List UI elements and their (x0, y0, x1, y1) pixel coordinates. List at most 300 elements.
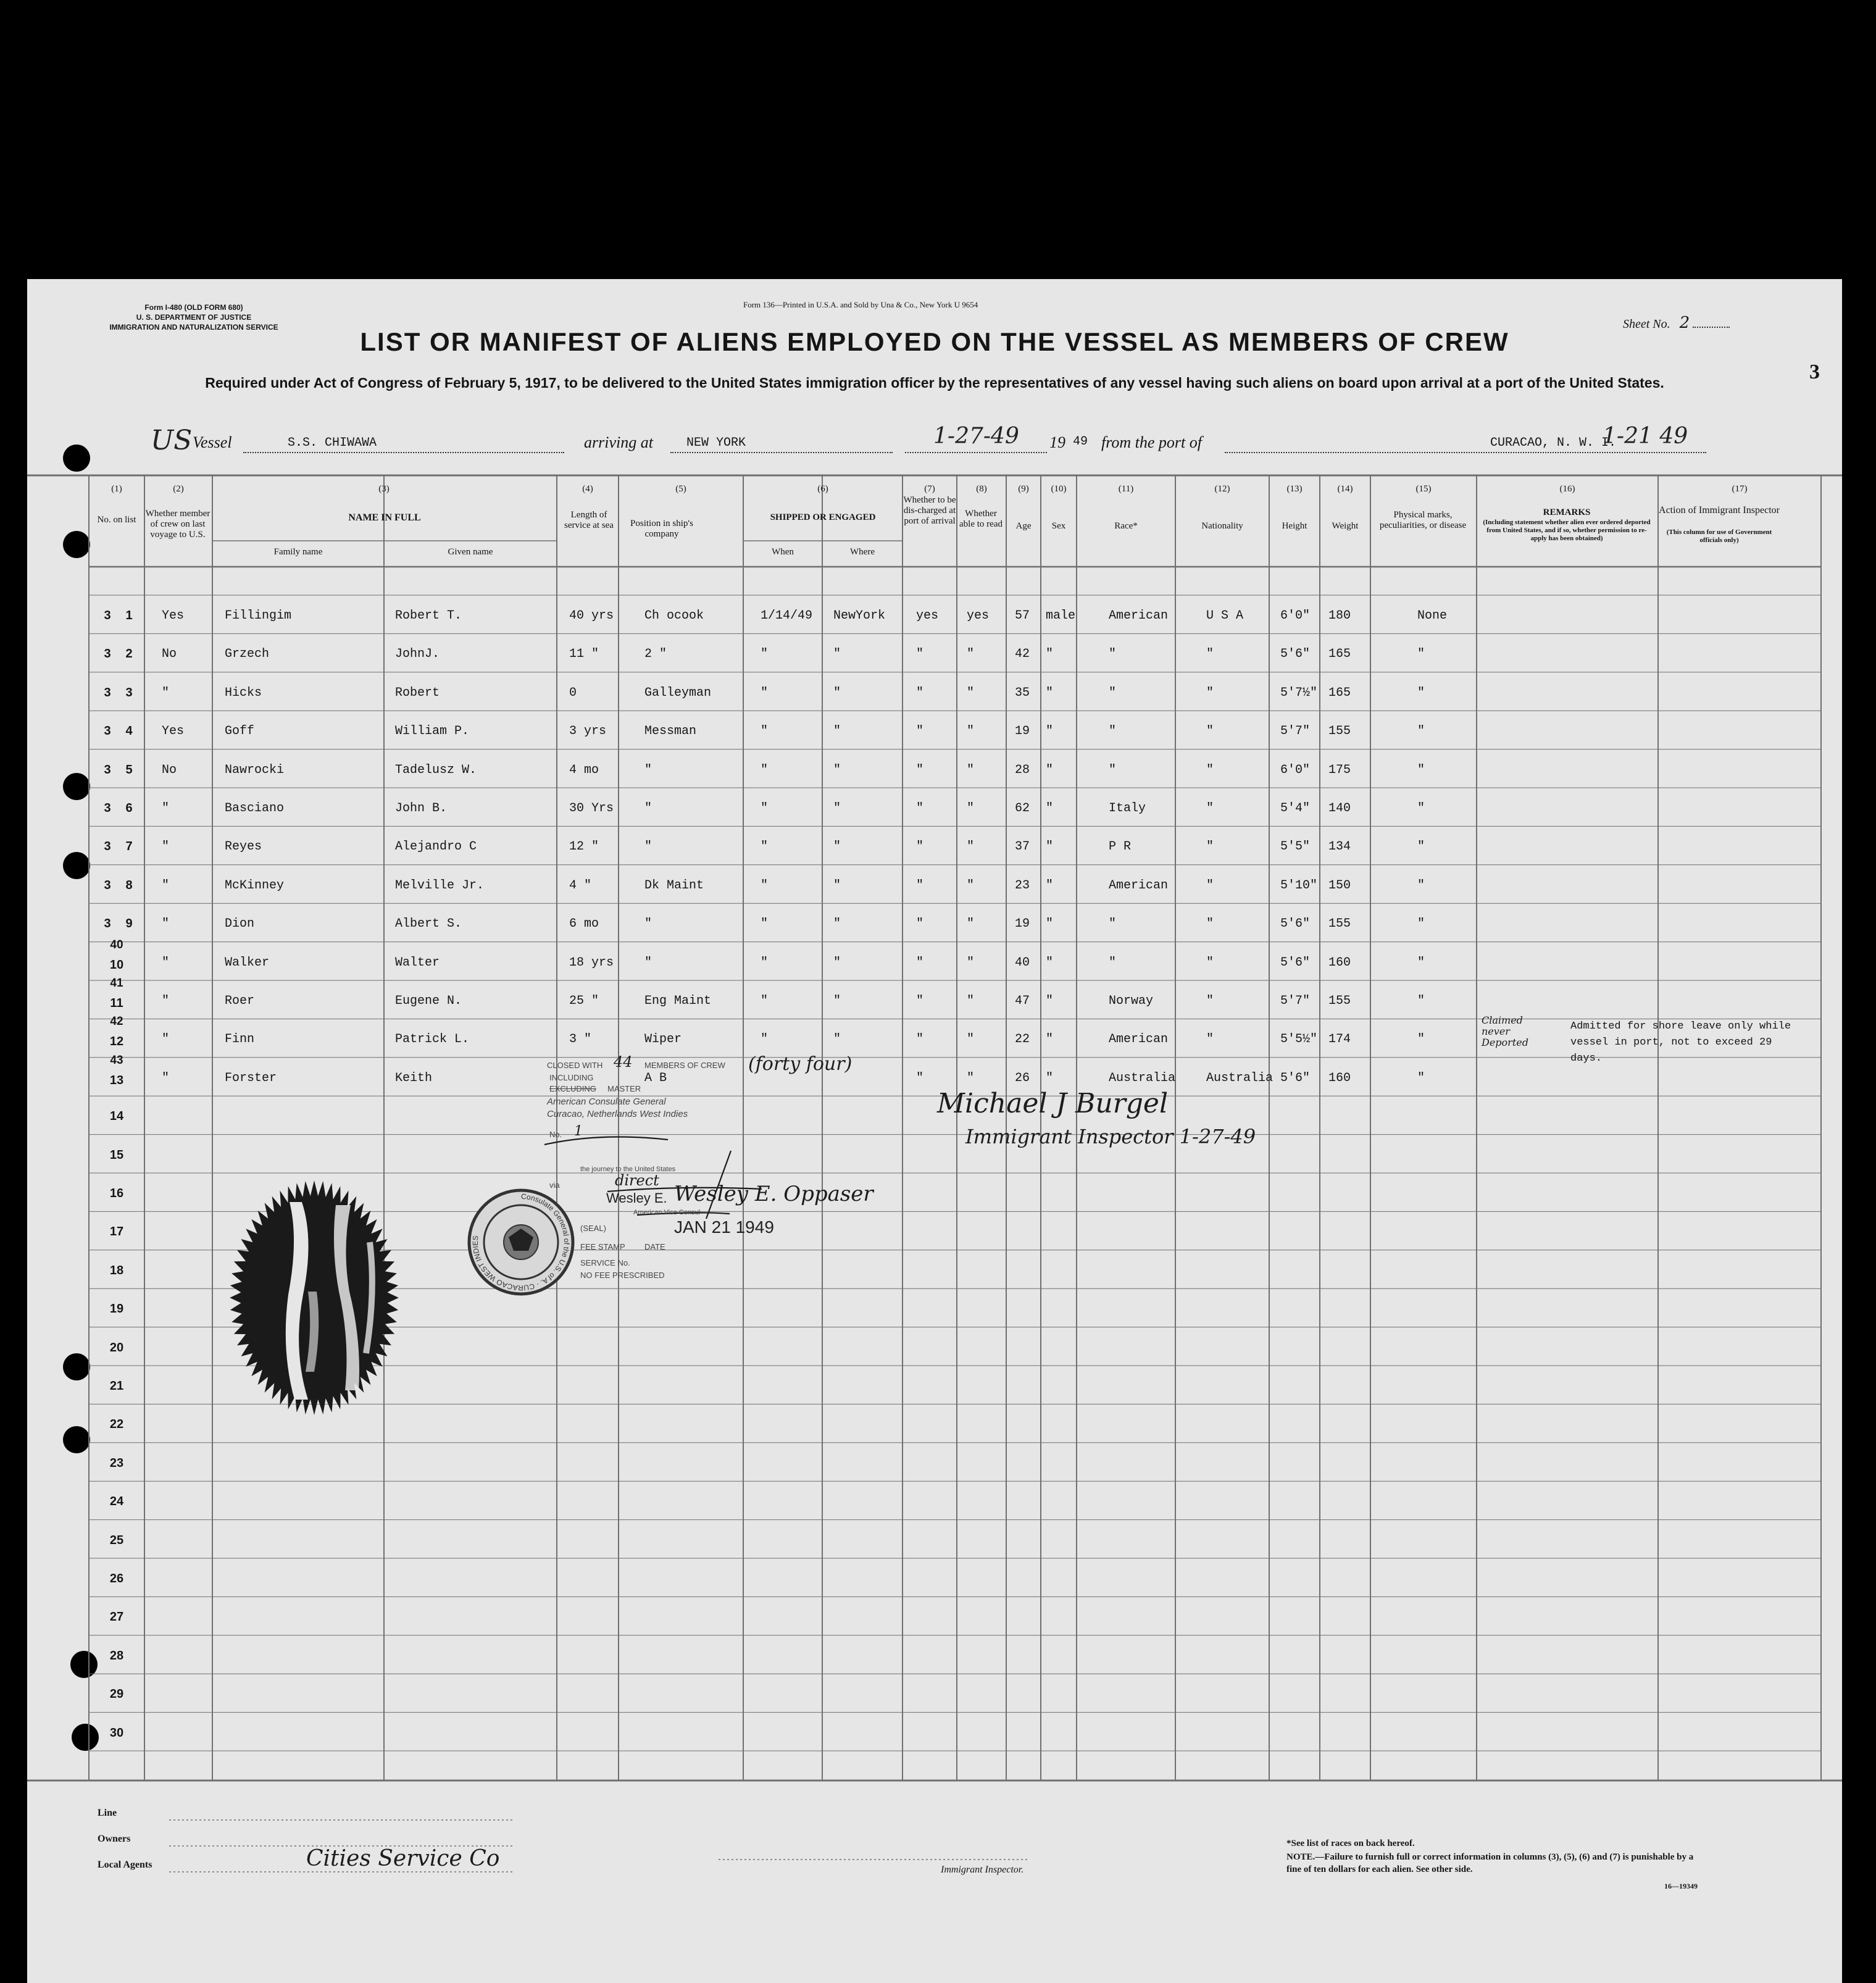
cell-when: " (761, 955, 769, 970)
cell-member: No (162, 762, 177, 777)
row-number-empty: 18 (109, 1263, 124, 1277)
column-number: (8) (976, 484, 987, 494)
cell-sex: " (1046, 724, 1054, 739)
departure-date-hand: 1-21 49 (1603, 424, 1688, 449)
cell-weight: 140 (1328, 801, 1351, 816)
sheet-number-value: 2 (1679, 314, 1690, 332)
stamp-hand-count: (forty four) (748, 1053, 853, 1075)
column-number: (6) (817, 484, 828, 494)
cell-given-name: William P. (395, 724, 470, 739)
row-number-printed: 7 (125, 840, 133, 854)
departure-port: CURACAO, N. W. I. (1490, 436, 1617, 450)
row-number-printed: 4 (125, 724, 133, 738)
cell-age: 35 (1015, 685, 1030, 700)
cell-race: " (1109, 762, 1117, 777)
stamp-closed-with: CLOSED WITH (547, 1061, 603, 1070)
cell-nationality: " (1206, 955, 1214, 970)
cell-race: " (1109, 685, 1117, 700)
cell-where: " (833, 724, 841, 739)
col-sex: Sex (1051, 521, 1066, 531)
cell-race: American (1109, 878, 1169, 893)
department: U. S. DEPARTMENT OF JUSTICE (136, 313, 252, 322)
cell-height: 5'10" (1280, 878, 1318, 893)
col-given-name: Given name (448, 547, 493, 557)
cell-age: 57 (1015, 609, 1030, 623)
row-number: 40 (110, 938, 123, 951)
cell-position: " (644, 762, 652, 777)
cell-race: P R (1109, 840, 1132, 854)
col-position: Position in ship's company (630, 519, 693, 539)
cell-height: 5'7" (1280, 994, 1311, 1008)
cell-able-read: " (967, 878, 975, 893)
cell-nationality: U S A (1206, 609, 1244, 623)
col-able-read: Whether able to read (959, 509, 1003, 529)
cell-able-read: " (967, 955, 975, 970)
cell-age: 42 (1015, 647, 1030, 662)
column-number: (5) (675, 484, 686, 494)
cell-given-name: Albert S. (395, 917, 462, 932)
cell-discharged: " (916, 762, 924, 777)
column-number: (12) (1214, 484, 1230, 494)
year-suffix: 49 (1073, 435, 1088, 449)
cell-member: Yes (162, 724, 185, 739)
col-name-in-full: NAME IN FULL (348, 512, 421, 523)
cell-family-name: Reyes (225, 840, 262, 854)
cell-family-name: McKinney (225, 878, 285, 893)
cell-weight: 155 (1328, 917, 1351, 932)
cell-physical-marks: " (1417, 801, 1425, 816)
arrival-date-hand: 1-27-49 (933, 424, 1019, 449)
column-number: (16) (1559, 484, 1575, 494)
row-number: 42 (110, 1015, 123, 1029)
cell-sex: " (1046, 840, 1054, 854)
col-no-on-list: No. on list (97, 515, 136, 525)
column-number: (2) (173, 484, 184, 494)
cell-member: Yes (162, 609, 185, 623)
inspector-title-date: Immigrant Inspector 1-27-49 (965, 1125, 1256, 1148)
footer-inspector-label: Immigrant Inspector. (941, 1864, 1024, 1875)
cell-race: Italy (1109, 801, 1146, 816)
stamp-no-label: No. (549, 1130, 562, 1139)
row-number-printed: 12 (109, 1035, 124, 1049)
row-number-empty: 30 (109, 1726, 124, 1740)
row-number-empty: 16 (109, 1187, 124, 1200)
stamp-members: MEMBERS OF CREW (644, 1061, 725, 1070)
row-number-empty: 17 (109, 1225, 124, 1239)
cell-race: " (1109, 647, 1117, 662)
cell-able-read: " (967, 647, 975, 662)
row-number-empty: 23 (109, 1456, 124, 1470)
cell-age: 47 (1015, 994, 1030, 1008)
stamp-consul-title: American Vice Consul (633, 1209, 701, 1216)
footer-form-code: 16—19349 (1664, 1882, 1698, 1890)
row-number: 43 (110, 1053, 123, 1067)
col-height: Height (1282, 521, 1307, 531)
cell-able-read: " (967, 994, 975, 1008)
stamp-count: 44 (614, 1053, 633, 1071)
cell-height: 5'6" (1280, 1071, 1311, 1085)
cell-given-name: Patrick L. (395, 1032, 470, 1047)
cell-height: 5'6" (1280, 647, 1311, 662)
column-number: (15) (1415, 484, 1432, 494)
cell-able-read: " (967, 1032, 975, 1047)
cell-height: 5'7" (1280, 724, 1311, 739)
col-remarks: REMARKS (1543, 507, 1591, 517)
row-number-empty: 25 (109, 1533, 124, 1547)
cell-when: " (761, 685, 769, 700)
cell-nationality: " (1206, 994, 1214, 1008)
notarial-seal (230, 1180, 399, 1415)
row-number: 3 (104, 801, 111, 815)
cell-weight: 165 (1328, 647, 1351, 662)
footer-agents-label: Local Agents (98, 1860, 152, 1870)
cell-member: " (162, 994, 170, 1008)
cell-weight: 155 (1328, 724, 1351, 739)
col-nationality: Nationality (1201, 521, 1243, 531)
cell-physical-marks: " (1417, 840, 1425, 854)
cell-family-name: Hicks (225, 685, 262, 700)
cell-service-length: 11 " (569, 647, 599, 662)
cell-height: 5'7½" (1280, 685, 1318, 700)
col-length-service: Length of service at sea (564, 510, 614, 530)
cell-discharged: " (916, 685, 924, 700)
cell-height: 6'0" (1280, 609, 1311, 623)
cell-sex: " (1046, 1071, 1054, 1085)
cell-discharged: " (916, 878, 924, 893)
cell-race: " (1109, 917, 1117, 932)
cell-nationality: " (1206, 724, 1214, 739)
cell-member: " (162, 955, 170, 970)
cell-nationality: " (1206, 878, 1214, 893)
vessel-line (151, 424, 1756, 458)
row-number: 41 (110, 977, 123, 990)
row-number: 3 (104, 878, 111, 892)
stamp-consul-name: Wesley E. (606, 1190, 667, 1206)
cell-given-name: Alejandro C (395, 840, 477, 854)
printer-note: Form 136—Printed in U.S.A. and Sold by Una & Co., New York U 9654 (743, 300, 978, 309)
cell-age: 40 (1015, 955, 1030, 970)
column-number: (7) (924, 484, 935, 494)
cell-nationality: " (1206, 917, 1214, 932)
cell-physical-marks: " (1417, 724, 1425, 739)
cell-physical-marks: " (1417, 647, 1425, 662)
manifest-sheet (27, 279, 1842, 1983)
cell-sex: " (1046, 917, 1054, 932)
corner-page-number: 3 (1809, 361, 1820, 383)
cell-nationality: " (1206, 840, 1214, 854)
stamp-journey: the journey to the United States (580, 1166, 676, 1173)
cell-position: " (644, 917, 652, 932)
cell-physical-marks: " (1417, 878, 1425, 893)
row-number-empty: 14 (109, 1109, 124, 1124)
column-number: (10) (1051, 484, 1067, 494)
stamp-fee-stamp: FEE STAMP (580, 1242, 625, 1251)
cell-given-name: Tadelusz W. (395, 762, 477, 777)
cell-weight: 134 (1328, 840, 1351, 854)
footer-note-text: —Failure to furnish full or correct information in columns (3), (5), (6) and (7) is punishable by a fine of ten dollars for each alien. See other side. (1286, 1852, 1694, 1874)
cell-age: 23 (1015, 878, 1030, 893)
cell-position: " (644, 955, 652, 970)
page-subtitle: Required under Act of Congress of February 5, 1917, to be delivered to the United States immigration officer by the representatives of any vessel having such aliens on board upon arrival at a port of the United States. (205, 375, 1664, 391)
cell-able-read: " (967, 1071, 975, 1085)
arriving-label: arriving at (584, 433, 653, 451)
cell-race: American (1109, 609, 1169, 623)
row-number-printed: 2 (125, 647, 133, 661)
cell-service-length: 4 " (569, 878, 592, 893)
cell-weight: 160 (1328, 1071, 1351, 1085)
footer-races-note: *See list of races on back hereof. (1286, 1839, 1415, 1848)
cell-discharged: " (916, 955, 924, 970)
stamp-consulate: American Consulate General (547, 1096, 666, 1107)
row-number-printed: 3 (125, 685, 133, 699)
cell-able-read: yes (967, 609, 990, 623)
col-action: Action of Immigrant Inspector (1659, 505, 1780, 516)
cell-discharged: " (916, 917, 924, 932)
footer-note-label: NOTE. (1286, 1852, 1315, 1862)
cell-physical-marks: None (1417, 609, 1448, 623)
stamp-seal: (SEAL) (580, 1224, 606, 1233)
cell-able-read: " (967, 917, 975, 932)
form-number: Form I-480 (OLD FORM 680) (144, 303, 243, 312)
footer-note (1286, 1851, 1706, 1876)
cell-sex: male (1046, 609, 1076, 623)
cell-service-length: 3 " (569, 1032, 592, 1047)
cell-able-read: " (967, 840, 975, 854)
stamp-via-label: via (549, 1180, 560, 1190)
cell-age: 19 (1015, 724, 1030, 739)
row-number-empty: 28 (109, 1648, 124, 1663)
column-number: (11) (1118, 484, 1134, 494)
cell-nationality: " (1206, 762, 1214, 777)
column-number: (17) (1732, 484, 1748, 494)
row-number: 3 (104, 762, 111, 777)
cell-family-name: Walker (225, 955, 270, 970)
col-age: Age (1015, 521, 1032, 531)
page-title: LIST OR MANIFEST OF ALIENS EMPLOYED ON THE VESSEL AS MEMBERS OF CREW (360, 327, 1509, 356)
cell-age: 26 (1015, 1071, 1030, 1085)
cell-when: 1/14/49 (761, 609, 813, 623)
cell-where: NewYork (833, 609, 886, 623)
cell-race: Australia (1109, 1071, 1176, 1085)
cell-able-read: " (967, 724, 975, 739)
cell-sex: " (1046, 994, 1054, 1008)
vessel-label: Vessel (193, 433, 232, 451)
cell-family-name: Forster (225, 1071, 277, 1085)
cell-race: Norway (1109, 994, 1154, 1008)
cell-sex: " (1046, 878, 1054, 893)
cell-family-name: Grzech (225, 647, 270, 662)
cell-family-name: Dion (225, 917, 255, 932)
cell-service-length: 12 " (569, 840, 599, 854)
row-number-empty: 24 (109, 1495, 124, 1509)
cell-race: " (1109, 955, 1117, 970)
cell-weight: 180 (1328, 609, 1351, 623)
footer-agents-value: Cities Service Co (306, 1846, 500, 1871)
cell-family-name: Nawrocki (225, 762, 285, 777)
stamp-no-fee: NO FEE PRESCRIBED (580, 1271, 665, 1280)
cell-sex: " (1046, 801, 1054, 816)
cell-height: 6'0" (1280, 762, 1311, 777)
cell-sex: " (1046, 647, 1054, 662)
cell-position: Ch ocook (644, 609, 704, 623)
cell-weight: 175 (1328, 762, 1351, 777)
remarks-typed: Admitted for shore leave only while vessel in port, not to exceed 29 days. (1570, 1021, 1791, 1064)
row-number-empty: 15 (109, 1148, 124, 1162)
col-remarks-detail: (Including statement whether alien ever ordered deported from United States, and if so, whether permission to re-apply has been obtained) (1483, 519, 1651, 542)
cell-age: 28 (1015, 762, 1030, 777)
cell-when: " (761, 801, 769, 816)
cell-service-length: 3 yrs (569, 724, 607, 739)
cell-physical-marks: " (1417, 762, 1425, 777)
row-number-printed: 1 (125, 609, 133, 622)
cell-where: " (833, 878, 841, 893)
cell-given-name: Robert (395, 685, 440, 700)
cell-able-read: " (967, 801, 975, 816)
cell-position: Dk Maint (644, 878, 704, 893)
cell-when: " (761, 762, 769, 777)
cell-weight: 165 (1328, 685, 1351, 700)
stamp-location: Curacao, Netherlands West Indies (547, 1109, 688, 1119)
row-number: 3 (104, 609, 111, 622)
row-number-empty: 29 (109, 1687, 124, 1701)
cell-member: " (162, 1032, 170, 1047)
row-number: 3 (104, 685, 111, 699)
cell-position: Messman (644, 724, 697, 739)
cell-service-length: 30 Yrs (569, 801, 614, 816)
column-number: (4) (582, 484, 593, 494)
cell-given-name: Robert T. (395, 609, 462, 623)
cell-family-name: Roer (225, 994, 255, 1008)
col-discharged: Whether to be dis-charged at port of arrival (903, 495, 956, 526)
col-weight: Weight (1332, 521, 1359, 531)
row-number-printed: 8 (125, 878, 133, 892)
cell-where: " (833, 840, 841, 854)
cell-where: " (833, 1032, 841, 1047)
cell-physical-marks: " (1417, 917, 1425, 932)
cell-member: " (162, 840, 170, 854)
col-race: Race* (1114, 521, 1138, 531)
stamp-via-value: direct (615, 1172, 659, 1189)
cell-member: No (162, 647, 177, 662)
row-number-printed: 9 (125, 917, 133, 931)
cell-when: " (761, 724, 769, 739)
cell-when: " (761, 878, 769, 893)
cell-height: 5'5½" (1280, 1032, 1318, 1047)
cell-where: " (833, 685, 841, 700)
stamp-no-value: 1 (574, 1124, 583, 1139)
column-number: (9) (1018, 484, 1029, 494)
cell-when: " (761, 917, 769, 932)
col-physical-marks: Physical marks, peculiarities, or disease (1379, 510, 1467, 530)
column-number: (3) (378, 484, 390, 494)
cell-sex: " (1046, 685, 1054, 700)
cell-discharged: " (916, 1071, 924, 1085)
row-number-printed: 6 (125, 801, 133, 815)
cell-where: " (833, 762, 841, 777)
cell-physical-marks: " (1417, 955, 1425, 970)
cell-where: " (833, 994, 841, 1008)
cell-physical-marks: " (1417, 1032, 1425, 1047)
cell-age: 22 (1015, 1032, 1030, 1047)
stamp-including: INCLUDING (549, 1073, 594, 1082)
cell-physical-marks: " (1417, 994, 1425, 1008)
column-number: (1) (111, 484, 122, 494)
cell-discharged: " (916, 994, 924, 1008)
column-number: (14) (1337, 484, 1353, 494)
cell-sex: " (1046, 1032, 1054, 1047)
cell-when: " (761, 994, 769, 1008)
cell-discharged: " (916, 647, 924, 662)
cell-where: " (833, 955, 841, 970)
cell-position: Wiper (644, 1032, 682, 1047)
cell-position: Eng Maint (644, 994, 712, 1008)
row-number-printed: 11 (110, 996, 123, 1010)
cell-position: Galleyman (644, 685, 712, 700)
arrival-port: NEW YORK (686, 436, 746, 450)
cell-physical-marks: " (1417, 685, 1425, 700)
cell-given-name: John B. (395, 801, 448, 816)
cell-position: A B (644, 1071, 667, 1085)
cell-position: 2 " (644, 647, 667, 662)
cell-age: 37 (1015, 840, 1030, 854)
cell-discharged: " (916, 724, 924, 739)
cell-age: 19 (1015, 917, 1030, 932)
cell-family-name: Goff (225, 724, 255, 739)
col-family-name: Family name (273, 547, 323, 557)
cell-service-length: 0 (569, 685, 577, 700)
cell-family-name: Finn (225, 1032, 255, 1047)
row-number-empty: 26 (109, 1572, 124, 1585)
year-prefix: 19 (1049, 433, 1065, 451)
cell-position: " (644, 801, 652, 816)
col-action-detail: (This column for use of Government officials only) (1666, 528, 1772, 544)
cell-given-name: Eugene N. (395, 994, 462, 1008)
row-number: 3 (104, 724, 111, 738)
cell-discharged: " (916, 840, 924, 854)
row-number: 3 (104, 840, 111, 854)
cell-member: " (162, 917, 170, 932)
row-number: 3 (104, 647, 111, 661)
cell-able-read: " (967, 685, 975, 700)
row-number-empty: 20 (109, 1340, 124, 1355)
col-whether-member: Whether member of crew on last voyage to U.S. (145, 509, 211, 540)
row-number: 3 (104, 917, 111, 931)
cell-weight: 155 (1328, 994, 1351, 1008)
cell-nationality: " (1206, 801, 1214, 816)
row-number-empty: 27 (109, 1610, 124, 1624)
cell-when: " (761, 647, 769, 662)
footer-line-label: Line (98, 1808, 117, 1818)
cell-family-name: Fillingim (225, 609, 292, 623)
cell-nationality: " (1206, 1032, 1214, 1047)
sheet-number-label: Sheet No. (1623, 317, 1670, 331)
row-number-printed: 10 (109, 958, 124, 972)
vessel-name: S.S. CHIWAWA (288, 436, 377, 450)
inspector-signature: Michael J Burgel (937, 1088, 1169, 1119)
stamp-date: JAN 21 1949 (674, 1217, 774, 1237)
footer-owners-label: Owners (98, 1834, 131, 1844)
cell-where: " (833, 801, 841, 816)
cell-weight: 150 (1328, 878, 1351, 893)
cell-service-length: 18 yrs (569, 955, 614, 970)
column-number: (13) (1286, 484, 1303, 494)
stamp-service-no: SERVICE No. (580, 1258, 630, 1267)
cell-sex: " (1046, 762, 1054, 777)
cell-discharged: " (916, 801, 924, 816)
cell-weight: 160 (1328, 955, 1351, 970)
col-when: When (772, 547, 794, 557)
cell-race: " (1109, 724, 1117, 739)
